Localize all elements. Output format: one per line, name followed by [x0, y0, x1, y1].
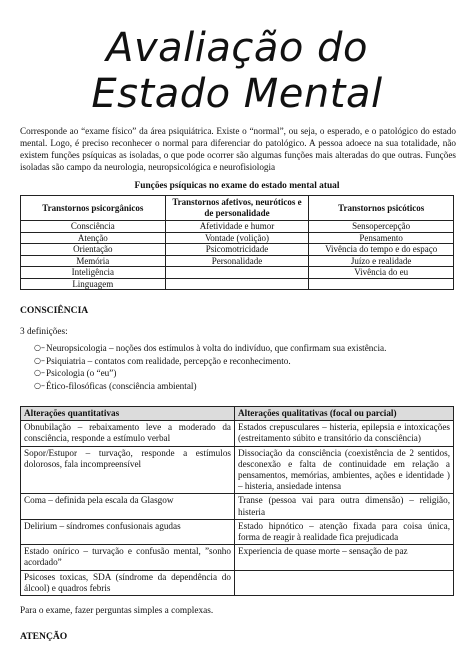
functions-table-header	[21, 196, 454, 221]
hollow-circle-arrow-icon: ○–	[34, 368, 45, 378]
table-cell: Consciência	[21, 221, 166, 233]
document-title-line-1: Avaliação do	[106, 25, 368, 71]
column-header: Alterações qualitativas (focal ou parcial)	[235, 407, 454, 421]
intro-paragraph: Corresponde ao “exame físico” da área psiquiátrica. Existe o “normal”, ou seja, o esperado, e o patológico do estado mental. Logo, é preciso reconhecer o normal para diferenciar do patológico. A pessoa adoece na sua totalidade, não existem funções psíquicas as isoladas, o que pode ocorrer são algumas funções mais alteradas do que outras. Funções isoladas são campo da neurologia, neuropsicológica e neurofisiologia	[20, 126, 456, 172]
table-cell: Afetividade e humor	[165, 221, 309, 233]
hollow-circle-arrow-icon: ○–	[34, 355, 45, 365]
definition-text: Neuropsicologia – noções dos estímulos à volta do indivíduo, que confirmam sua existência.	[46, 343, 387, 353]
table-cell: Estado hipnótico – atenção fixada para coisa única, forma de reagir à realidade fica prejudicada	[235, 519, 454, 544]
table-cell: Juízo e realidade	[309, 255, 454, 267]
table-row	[21, 519, 454, 544]
table-row	[21, 570, 454, 595]
alteracoes-table	[20, 406, 454, 596]
table-cell: Sopor/Estupor – turvação, responde a estímulos dolorosos, fala incompreensível	[21, 446, 235, 494]
table-row	[21, 255, 454, 267]
document-title-line-2: Estado Mental	[91, 71, 383, 117]
column-header: Transtornos afetivos, neuróticos e de personalidade	[165, 196, 309, 221]
table-cell	[309, 278, 454, 290]
list-item	[34, 367, 386, 380]
table-cell	[165, 267, 309, 279]
table-row	[21, 278, 454, 290]
column-header: Transtornos psicorgânicos	[21, 196, 166, 221]
section-heading-atencao: ATENÇÃO	[20, 631, 68, 642]
column-header: Alterações quantitativas	[21, 407, 235, 421]
hollow-circle-arrow-icon: ○–	[34, 343, 45, 352]
table-cell	[235, 570, 454, 595]
definition-text: Ético-filosóficas (consciência ambiental)	[46, 380, 197, 391]
table-cell: Psicoses toxicas, SDA (síndrome da dependência do álcool) e quadros febris	[21, 570, 235, 595]
functions-table-title: Funções psíquicas no exame do estado mental atual	[134, 181, 340, 191]
table-cell: Vivência do tempo e do espaço	[309, 244, 454, 256]
table-cell: Psicomotricidade	[165, 244, 309, 256]
table-cell: Experiencia de quase morte – sensação de paz	[235, 545, 454, 570]
table-cell: Personalidade	[165, 255, 309, 267]
table-row	[21, 421, 454, 446]
table-cell: Dissociação da consciência (coexistência de 2 sentidos, desconexão e falta de continuidade em relação a pensamentos, memórias, ambientes, ações e identidade ) – histeria, ansiedade intensa	[235, 446, 454, 494]
table-row	[21, 267, 454, 279]
table-row	[21, 232, 454, 244]
table-cell: Transe (pessoa vai para outra dimensão) – religião, histeria	[235, 494, 454, 519]
table-cell: Sensopercepção	[309, 221, 454, 233]
definition-text: Psiquiatria – contatos com realidade, percepção e reconhecimento.	[46, 355, 291, 366]
table-cell: Pensamento	[309, 232, 454, 244]
definition-text: Psicologia (o “eu”)	[46, 368, 117, 379]
list-item	[34, 342, 386, 355]
table-cell: Vivência do eu	[309, 267, 454, 279]
table-cell: Delirium – síndromes confusionais agudas	[21, 519, 235, 544]
table-cell: Estados crepusculares – histeria, epilepsia e intoxicações (estreitamento súbito e transitório da consciência)	[235, 421, 454, 446]
table-cell: Estado onírico – turvação e confusão mental, ”sonho acordado”	[21, 545, 235, 570]
table-cell: Coma – definida pela escala da Glasgow	[21, 494, 235, 519]
alteracoes-table-header	[21, 407, 454, 421]
table-cell	[165, 278, 309, 290]
list-item	[34, 355, 386, 368]
definitions-list	[34, 342, 386, 392]
table-row	[21, 221, 454, 233]
definitions-intro: 3 definições:	[20, 327, 68, 337]
table-cell: Inteligência	[21, 267, 166, 279]
table-cell: Vontade (volição)	[165, 232, 309, 244]
list-item	[34, 380, 386, 393]
table-cell: Orientação	[21, 244, 166, 256]
table-cell: Atenção	[21, 232, 166, 244]
closing-paragraph: Para o exame, fazer perguntas simples a complexas.	[20, 606, 214, 616]
table-row	[21, 494, 454, 519]
functions-table	[20, 195, 454, 290]
column-header: Transtornos psicóticos	[309, 196, 454, 221]
table-cell: Obnubilação – rebaixamento leve a moderado da consciência, responde a estímulo verbal	[21, 421, 235, 446]
table-row	[21, 545, 454, 570]
hollow-circle-arrow-icon: ○–	[34, 380, 45, 390]
table-cell: Linguagem	[21, 278, 166, 290]
section-heading-consciencia: CONSCIÊNCIA	[20, 305, 89, 316]
table-cell: Memória	[21, 255, 166, 267]
table-row	[21, 446, 454, 494]
table-row	[21, 244, 454, 256]
